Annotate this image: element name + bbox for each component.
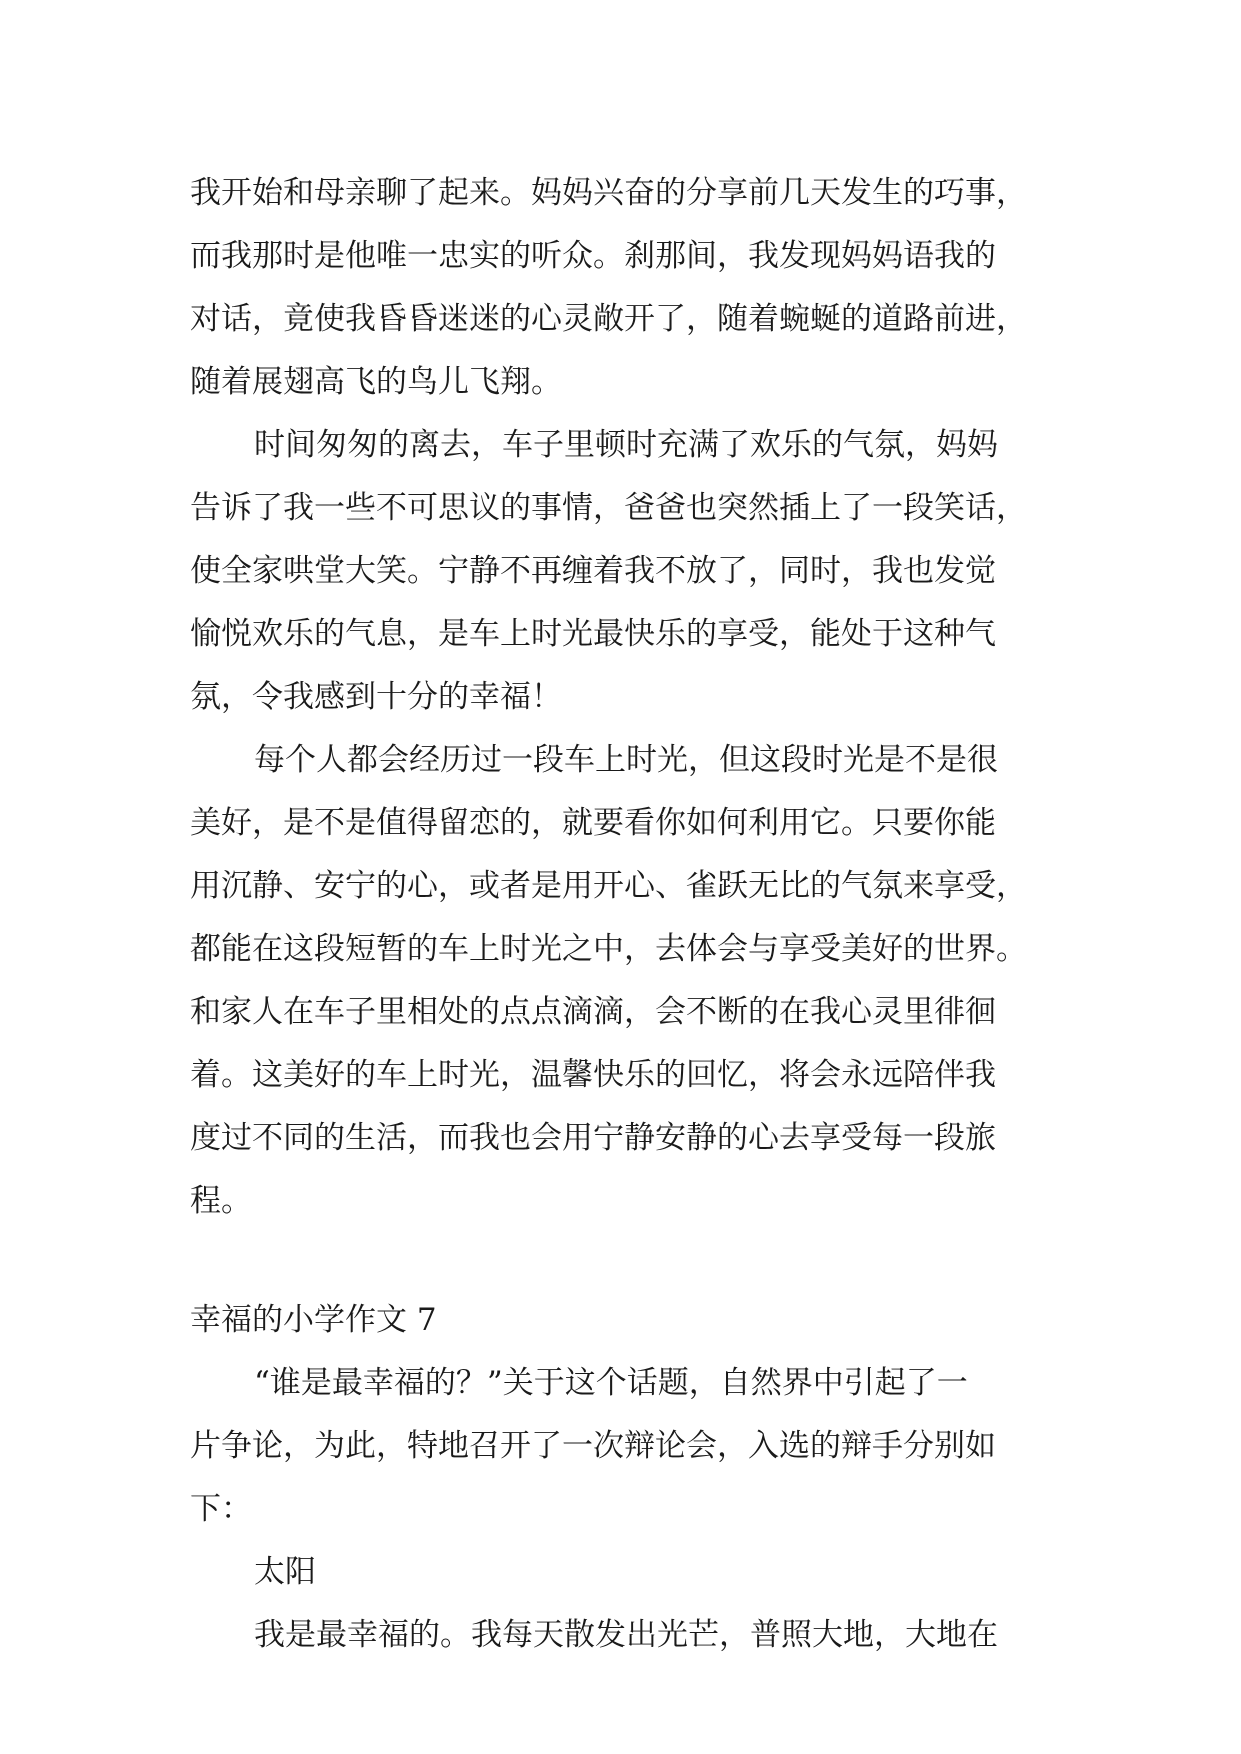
paragraph-line: 用沉静、安宁的心，或者是用开心、雀跃无比的气氛来享受， (190, 868, 1027, 904)
section-heading: 幸福的小学作文 7 (190, 1302, 437, 1338)
paragraph-line: 告诉了我一些不可思议的事情，爸爸也突然插上了一段笑话， (190, 490, 1027, 526)
paragraph-line: 我是最幸福的。我每天散发出光芒，普照大地，大地在 (254, 1617, 998, 1653)
paragraph-line: 度过不同的生活，而我也会用宁静安静的心去享受每一段旅 (190, 1120, 996, 1156)
paragraph-line: 程。 (190, 1183, 252, 1219)
paragraph-line: “谁是最幸福的？”关于这个话题，自然界中引起了一 (254, 1365, 968, 1401)
paragraph-line: 着。这美好的车上时光，温馨快乐的回忆，将会永远陪伴我 (190, 1057, 996, 1093)
paragraph-line: 愉悦欢乐的气息，是车上时光最快乐的享受，能处于这种气 (190, 616, 996, 652)
paragraph-line: 时间匆匆的离去，车子里顿时充满了欢乐的气氛，妈妈 (254, 427, 998, 463)
document-body (190, 162, 1090, 1667)
paragraph-line: 使全家哄堂大笑。宁静不再缠着我不放了，同时，我也发觉 (190, 553, 996, 589)
paragraph-line: 每个人都会经历过一段车上时光，但这段时光是不是很 (254, 742, 998, 778)
paragraph-line: 下： (190, 1491, 252, 1527)
paragraph-line: 氛，令我感到十分的幸福！ (190, 679, 562, 715)
paragraph-line: 美好，是不是值得留恋的，就要看你如何利用它。只要你能 (190, 805, 996, 841)
paragraph-line: 我开始和母亲聊了起来。妈妈兴奋的分享前几天发生的巧事， (190, 175, 1027, 211)
paragraph-line: 而我那时是他唯一忠实的听众。刹那间，我发现妈妈语我的 (190, 238, 996, 274)
speaker-label: 太阳 (254, 1554, 316, 1590)
section-spacer (190, 1233, 1090, 1289)
paragraph-line: 片争论，为此，特地召开了一次辩论会，入选的辩手分别如 (190, 1428, 996, 1464)
paragraph-line: 对话，竟使我昏昏迷迷的心灵敞开了，随着蜿蜒的道路前进， (190, 301, 1027, 337)
paragraph-line: 都能在这段短暂的车上时光之中，去体会与享受美好的世界。 (190, 931, 1027, 967)
paragraph-line: 和家人在车子里相处的点点滴滴，会不断的在我心灵里徘徊 (190, 994, 996, 1030)
paragraph-line: 随着展翅高飞的鸟儿飞翔。 (190, 364, 562, 400)
